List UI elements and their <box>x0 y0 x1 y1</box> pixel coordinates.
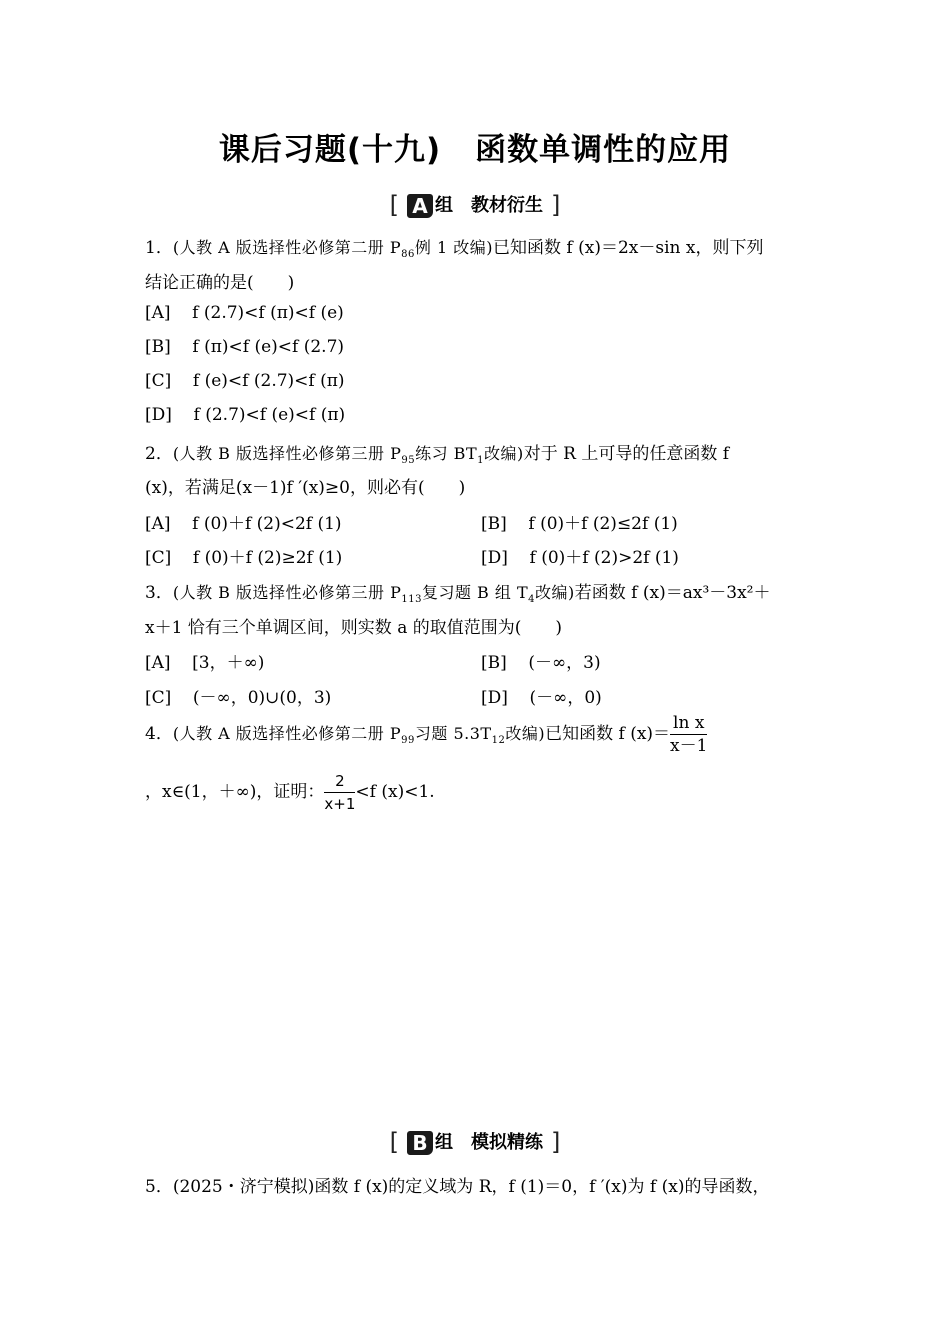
question-4-line2: ，x∈(1，＋∞)，证明： $\frac{2}{x+1}$ <f (x)<1. <box>145 772 435 813</box>
question-4: 4．(人教 A 版选择性必修第二册 $P_{99}$习题 $5.3T_{12}$改编)已知函数 f (x)＝ $\frac{\text{ln x}}{x-1}$ <box>145 713 708 756</box>
q1-option-d: [D] f (2.7)<f (e)<f (π) <box>145 405 346 425</box>
group-b-badge: B <box>407 1131 433 1155</box>
question-3-line2: x＋1 恰有三个单调区间，则实数 a 的取值范围为( ) <box>145 618 563 638</box>
group-a-header: [ A 组 教材衍生 ] <box>389 191 561 219</box>
q1-option-c: [C] f (e)<f (2.7)<f (π) <box>145 371 345 391</box>
q1-option-b: [B] f (π)<f (e)<f (2.7) <box>145 337 345 357</box>
question-3-source: (人教 B 版选择性必修第三册 $P_{113}$复习题 B 组 $T_4$改编) <box>172 583 575 606</box>
question-3: 3．(人教 B 版选择性必修第三册 $P_{113}$复习题 B 组 $T_4$改编)若函数 f (x)＝ax³－3x²＋ <box>145 583 771 606</box>
group-b-header: [ B 组 模拟精练 ] <box>389 1128 561 1156</box>
q2-option-b: [B] f (0)＋f (2)≤2f (1) <box>481 514 678 534</box>
q2-option-a: [A] f (0)＋f (2)<2f (1) <box>145 514 342 534</box>
fraction-ln-x: $\frac{\text{ln x}}{x-1}$ <box>670 713 708 756</box>
question-2: 2．(人教 B 版选择性必修第三册 $P_{95}$练习 $BT_1$改编)对于 R 上可导的任意函数 f <box>145 444 730 467</box>
page-title: 课后习题(十九) 函数单调性的应用 <box>218 132 732 168</box>
question-1-line2: 结论正确的是( ) <box>145 273 295 293</box>
q1-option-a: [A] f (2.7)<f (π)<f (e) <box>145 303 344 323</box>
q3-option-a: [A] [3，＋∞) <box>145 653 265 673</box>
question-1-text: 已知函数 f (x)＝2x－sin x，则下列 <box>493 238 764 258</box>
question-4-text: 已知函数 f (x)＝ <box>545 724 671 744</box>
question-1-source: (人教 A 版选择性必修第二册 $P_{86}$例 1 改编) <box>172 238 493 261</box>
q3-option-d: [D] (－∞，0) <box>481 688 602 708</box>
q3-option-c: [C] (－∞，0)∪(0，3) <box>145 688 332 708</box>
group-b-name: 模拟精练 <box>471 1132 543 1153</box>
question-2-line2: (x)，若满足(x－1)f ′(x)≥0，则必有( ) <box>145 478 466 498</box>
question-5: 5．(2025・济宁模拟)函数 f (x)的定义域为 R，f (1)＝0，f ′(x)为 f (x)的导函数， <box>145 1177 770 1197</box>
q2-option-c: [C] f (0)＋f (2)≥2f (1) <box>145 548 343 568</box>
question-2-source: (人教 B 版选择性必修第三册 $P_{95}$练习 $BT_1$改编) <box>172 444 524 467</box>
question-3-text: 若函数 f (x)＝ax³－3x²＋ <box>574 583 771 603</box>
question-2-text: 对于 R 上可导的任意函数 f <box>523 444 730 464</box>
group-a-name: 教材衍生 <box>471 195 543 216</box>
fraction-2-over-x-plus-1: $\frac{2}{x+1}$ <box>324 772 356 813</box>
q3-option-b: [B] (－∞，3) <box>481 653 601 673</box>
question-4-source: (人教 A 版选择性必修第二册 $P_{99}$习题 $5.3T_{12}$改编) <box>172 724 546 747</box>
group-a-badge: A <box>407 194 433 218</box>
question-5-text: (2025・济宁模拟)函数 f (x)的定义域为 R，f (1)＝0，f ′(x)为 f (x)的导函数， <box>172 1177 770 1197</box>
q2-option-d: [D] f (0)＋f (2)>2f (1) <box>481 548 679 568</box>
question-1: 1．(人教 A 版选择性必修第二册 $P_{86}$例 1 改编)已知函数 f (x)＝2x－sin x，则下列 <box>145 238 764 261</box>
